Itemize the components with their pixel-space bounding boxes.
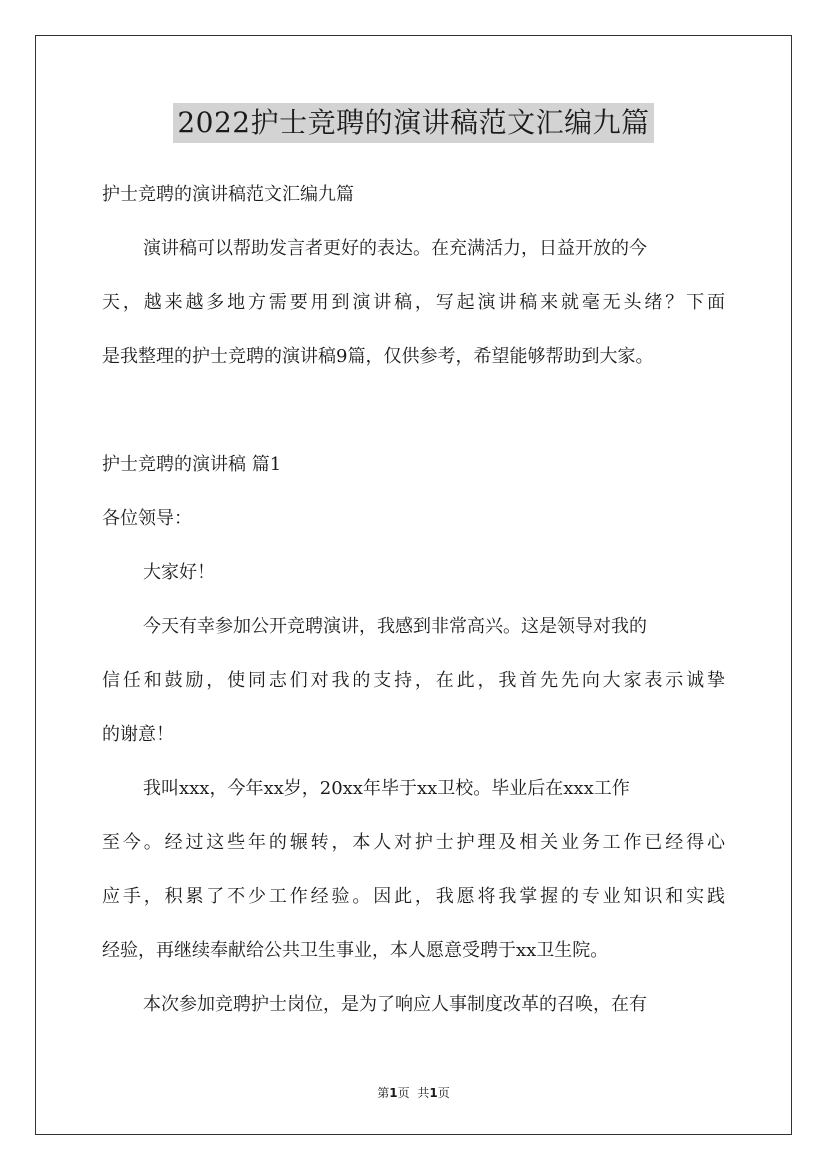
document-title-text: 2022护士竞聘的演讲稿范文汇编九篇 [173, 103, 653, 143]
para3-line-1: 本次参加竞聘护士岗位，是为了响应人事制度改革的召唤，在有 [143, 994, 647, 1015]
footer-page-number: 1 [389, 1086, 398, 1100]
para1-line-2: 信任和鼓励，使同志们对我的支持，在此，我首先先向大家表示诚挚 [102, 670, 725, 691]
footer-total-suffix: 页 [437, 1086, 450, 1100]
intro-line-1: 演讲稿可以帮助发言者更好的表达。在充满活力，日益开放的今 [143, 238, 647, 259]
footer-page-suffix: 页 [397, 1086, 410, 1100]
footer-total-pages: 1 [429, 1086, 438, 1100]
document-subtitle: 护士竞聘的演讲稿范文汇编九篇 [102, 184, 354, 205]
intro-line-3: 是我整理的护士竞聘的演讲稿9篇，仅供参考，希望能够帮助到大家。 [102, 346, 654, 367]
footer-total-prefix: 共 [417, 1086, 430, 1100]
para2-line-1: 我叫xxx，今年xx岁，20xx年毕于xx卫校。毕业后在xxx工作 [143, 778, 630, 799]
para2-line-3: 应手，积累了不少工作经验。因此，我愿将我掌握的专业知识和实践 [102, 886, 725, 907]
para2-line-2: 至今。经过这些年的辗转，本人对护士护理及相关业务工作已经得心 [102, 832, 725, 853]
salutation: 各位领导： [102, 508, 192, 529]
greeting: 大家好！ [143, 562, 215, 583]
para1-line-1: 今天有幸参加公开竞聘演讲，我感到非常高兴。这是领导对我的 [143, 616, 647, 637]
footer-page-prefix: 第 [377, 1086, 390, 1100]
page-footer [0, 1085, 827, 1101]
para1-line-3: 的谢意！ [102, 724, 174, 745]
document-title [0, 102, 827, 143]
intro-line-2: 天，越来越多地方需要用到演讲稿，写起演讲稿来就毫无头绪？下面 [102, 292, 725, 313]
section-heading: 护士竞聘的演讲稿 篇1 [102, 454, 282, 475]
para2-line-4: 经验，再继续奉献给公共卫生事业，本人愿意受聘于xx卫生院。 [102, 940, 609, 961]
